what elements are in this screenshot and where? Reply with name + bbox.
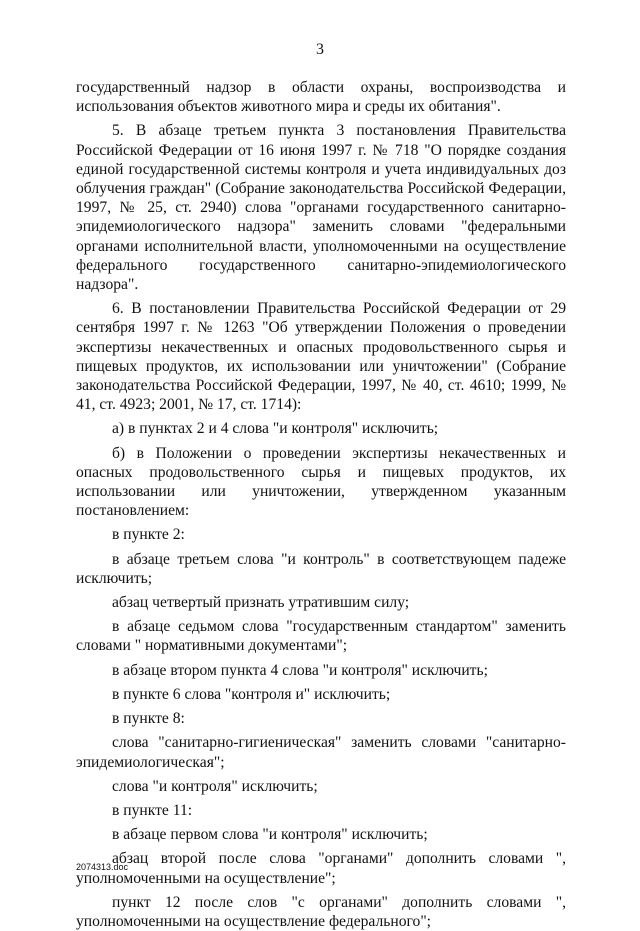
paragraph: в пункте 2: <box>112 526 185 544</box>
page-number: 3 <box>316 41 324 58</box>
paragraph: а) в пунктах 2 и 4 слова "и контроля" исключить; <box>112 420 439 438</box>
paragraph: 6. В постановлении Правительства Российской Федерации от 29 сентября 1997 г. № 1263 "Об утверждении Положения о проведении экспертизы некачественных и опасных продовольственного сырья и пищевых продуктов, их использовании или уничтожении" (Собрание законодательства Российской Федерации, 1997, № 40, ст. 4610; 1999, № 41, ст. 4923; 2001, № 17, ст. 1714): <box>76 300 566 414</box>
paragraph: в пункте 6 слова "контроля и" исключить; <box>112 685 391 703</box>
paragraph: в абзаце втором пункта 4 слова "и контроля" исключить; <box>112 661 488 679</box>
paragraph: в абзаце третьем слова "и контроль" в соответствующем падеже исключить; <box>76 550 566 587</box>
paragraph: абзац второй после слова "органами" дополнить словами ", уполномоченными на осуществление"; <box>76 850 566 887</box>
paragraph: 5. В абзаце третьем пункта 3 постановления Правительства Российской Федерации от 16 июня 1997 г. № 718 "О порядке создания единой государственной системы контроля и учета индивидуальных доз облучения граждан" (Собрание законодательства Российской Федерации, 1997, № 25, ст. 2940) слова "органами государственного санитарно-эпидемиологического надзора" заменить словами "федеральными органами исполнительной власти, уполномоченными на осуществление федерального государственного санитарно-эпидемиологического надзора". <box>76 122 566 294</box>
paragraph: пункт 12 после слов "с органами" дополнить словами ", уполномоченными на осуществление федерального"; <box>76 893 566 930</box>
paragraph: в пункте 8: <box>112 710 185 728</box>
paragraph: в пункте 11: <box>112 801 193 819</box>
paragraph: абзац четвертый признать утратившим силу; <box>112 594 410 612</box>
footer-filename: 2074313.doc <box>76 862 129 872</box>
paragraph: в абзаце первом слова "и контроля" исключить; <box>112 826 428 844</box>
paragraph: б) в Положении о проведении экспертизы некачественных и опасных продовольственного сырья и пищевых продуктов, их использовании или уничтожении, утвержденном указанным постановлением: <box>76 444 566 520</box>
document-body <box>76 78 566 931</box>
paragraph: слова "и контроля" исключить; <box>112 777 318 795</box>
paragraph: в абзаце седьмом слова "государственным стандартом" заменить словами " нормативными документами"; <box>76 618 566 655</box>
paragraph: слова "санитарно-гигиеническая" заменить словами "санитарно-эпидемиологическая"; <box>76 734 566 771</box>
paragraph: государственный надзор в области охраны, воспроизводства и использования объектов животного мира и среды их обитания". <box>76 79 566 116</box>
